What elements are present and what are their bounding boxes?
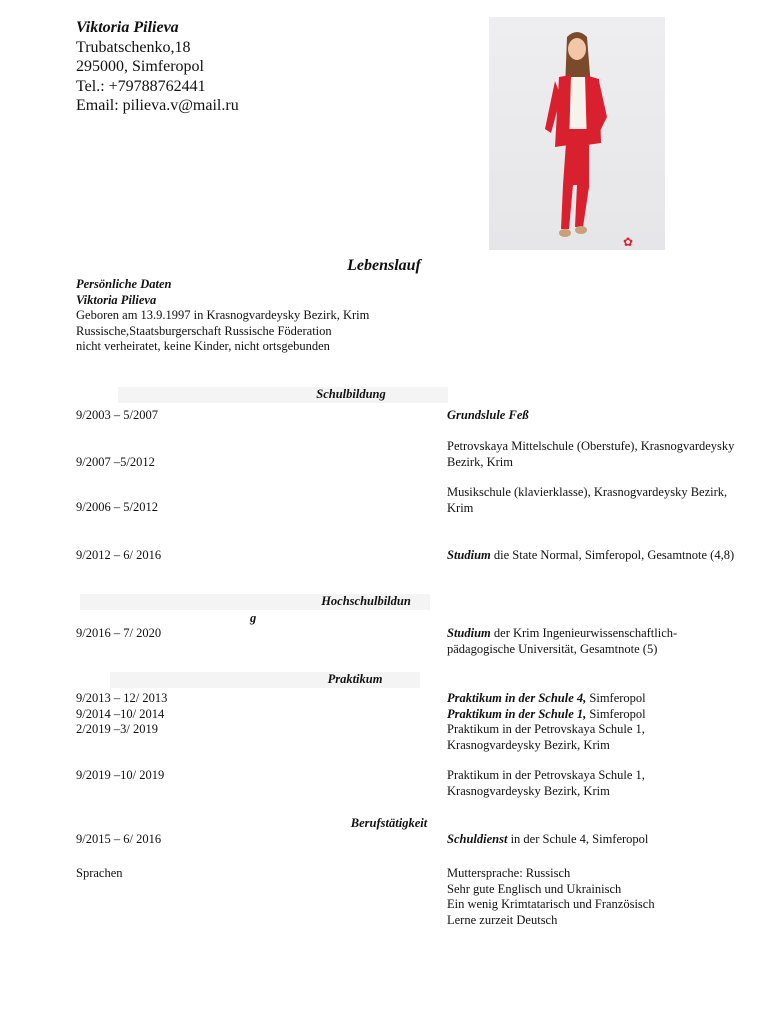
internship-entry-4 [447, 768, 737, 799]
internship-entry-2-bold: Praktikum in der Schule 1, [447, 707, 587, 721]
school-entry-4-text: die State Normal, Simferopol, Gesamtnote (4,8) [490, 548, 735, 562]
university-entry-1-bold: Studium [447, 626, 491, 640]
personal-data-section [76, 277, 369, 355]
internship-date-3: 2/2019 –3/ 2019 [76, 722, 158, 736]
school-heading-text: Schulbildung [316, 387, 386, 401]
university-heading-text: Hochschulbildun [321, 594, 411, 608]
internship-entry-2-text: Simferopol [586, 707, 646, 721]
address-city: 295000, Simferopol [76, 58, 204, 75]
school-entry-4-bold: Studium [447, 548, 491, 562]
languages-list [447, 866, 737, 928]
university-entry-1-text: der Krim Ingenieurwissenschaftlich-pädagogische Universität, Gesamtnote (5) [447, 626, 678, 656]
school-date-3: 9/2006 – 5/2012 [76, 500, 158, 514]
personal-data-heading: Persönliche Daten [76, 277, 172, 291]
email-address: Email: pilieva.v@mail.ru [76, 97, 239, 114]
internship-date-2: 9/2014 –10/ 2014 [76, 707, 165, 721]
work-date-1: 9/2015 – 6/ 2016 [76, 832, 162, 846]
applicant-photo [489, 17, 665, 250]
work-entry-1-bold: Schuldienst [447, 832, 508, 846]
internship-heading-text: Praktikum [327, 672, 383, 686]
section-heading-university [80, 594, 430, 610]
language-item: Lerne zurzeit Deutsch [447, 912, 558, 927]
phone-number: Tel.: +79788762441 [76, 77, 206, 95]
personal-name: Viktoria Pilieva [76, 292, 157, 307]
school-date-4: 9/2012 – 6/ 2016 [76, 548, 162, 562]
section-heading-work: Berufstätigkeit [350, 816, 428, 830]
languages-label: Sprachen [76, 866, 123, 880]
work-entry-1-text: in der Schule 4, Simferopol [507, 832, 649, 846]
section-heading-internship [110, 672, 420, 688]
language-item: Ein wenig Krimtatarisch und Französisch [447, 897, 655, 911]
internship-date-1: 9/2013 – 12/ 2013 [76, 691, 168, 705]
applicant-name: Viktoria Pilieva [76, 19, 179, 36]
school-entry-2 [447, 439, 737, 470]
birth-info: Geboren am 13.9.1997 in Krasnogvardeysky Bezirk, Krim [76, 308, 370, 322]
flower-mark-icon: ✿ [623, 235, 634, 249]
internship-entry-3 [447, 722, 737, 753]
school-entry-3 [447, 485, 737, 516]
internship-entry-1-text: Simferopol [586, 691, 646, 705]
person-in-red-suit-illustration [489, 17, 665, 250]
school-date-1: 9/2003 – 5/2007 [76, 408, 158, 422]
language-item: Sehr gute Englisch und Ukrainisch [447, 881, 622, 896]
address-street: Trubatschenko,18 [76, 38, 191, 56]
internship-entry-4-text: Praktikum in der Petrovskaya Schule 1, Krasnogvardeysky Bezirk, Krim [447, 768, 645, 798]
university-date-1: 9/2016 – 7/ 2020 [76, 626, 162, 640]
internship-entry-1 [447, 691, 737, 707]
internship-entry-1-bold: Praktikum in der Schule 4, [447, 691, 587, 705]
university-entry-1 [447, 626, 737, 657]
family-status: nicht verheiratet, keine Kinder, nicht ortsgebunden [76, 339, 330, 353]
school-entry-4 [447, 548, 737, 564]
citizenship-info: Russische,Staatsburgerschaft Russische Föderation [76, 323, 332, 338]
university-heading-tail: g [250, 611, 257, 625]
contact-block [76, 18, 239, 116]
internship-entry-2 [447, 707, 737, 723]
school-entry-1-bold: Grundslule Feß [447, 408, 529, 422]
school-entry-2-text: Petrovskaya Mittelschule (Oberstufe), Krasnogvardeysky Bezirk, Krim [447, 439, 735, 469]
section-heading-school [118, 387, 448, 403]
school-entry-3-text: Musikschule (klavierklasse), Krasnogvardeysky Bezirk, Krim [447, 485, 728, 515]
language-item: Muttersprache: Russisch [447, 866, 571, 880]
document-title: Lebenslauf [347, 257, 421, 274]
internship-entry-3-text: Praktikum in der Petrovskaya Schule 1, Krasnogvardeysky Bezirk, Krim [447, 722, 645, 752]
internship-date-4: 9/2019 –10/ 2019 [76, 768, 165, 782]
work-entry-1 [447, 832, 737, 848]
school-entry-1 [447, 408, 737, 424]
school-date-2: 9/2007 –5/2012 [76, 455, 155, 469]
